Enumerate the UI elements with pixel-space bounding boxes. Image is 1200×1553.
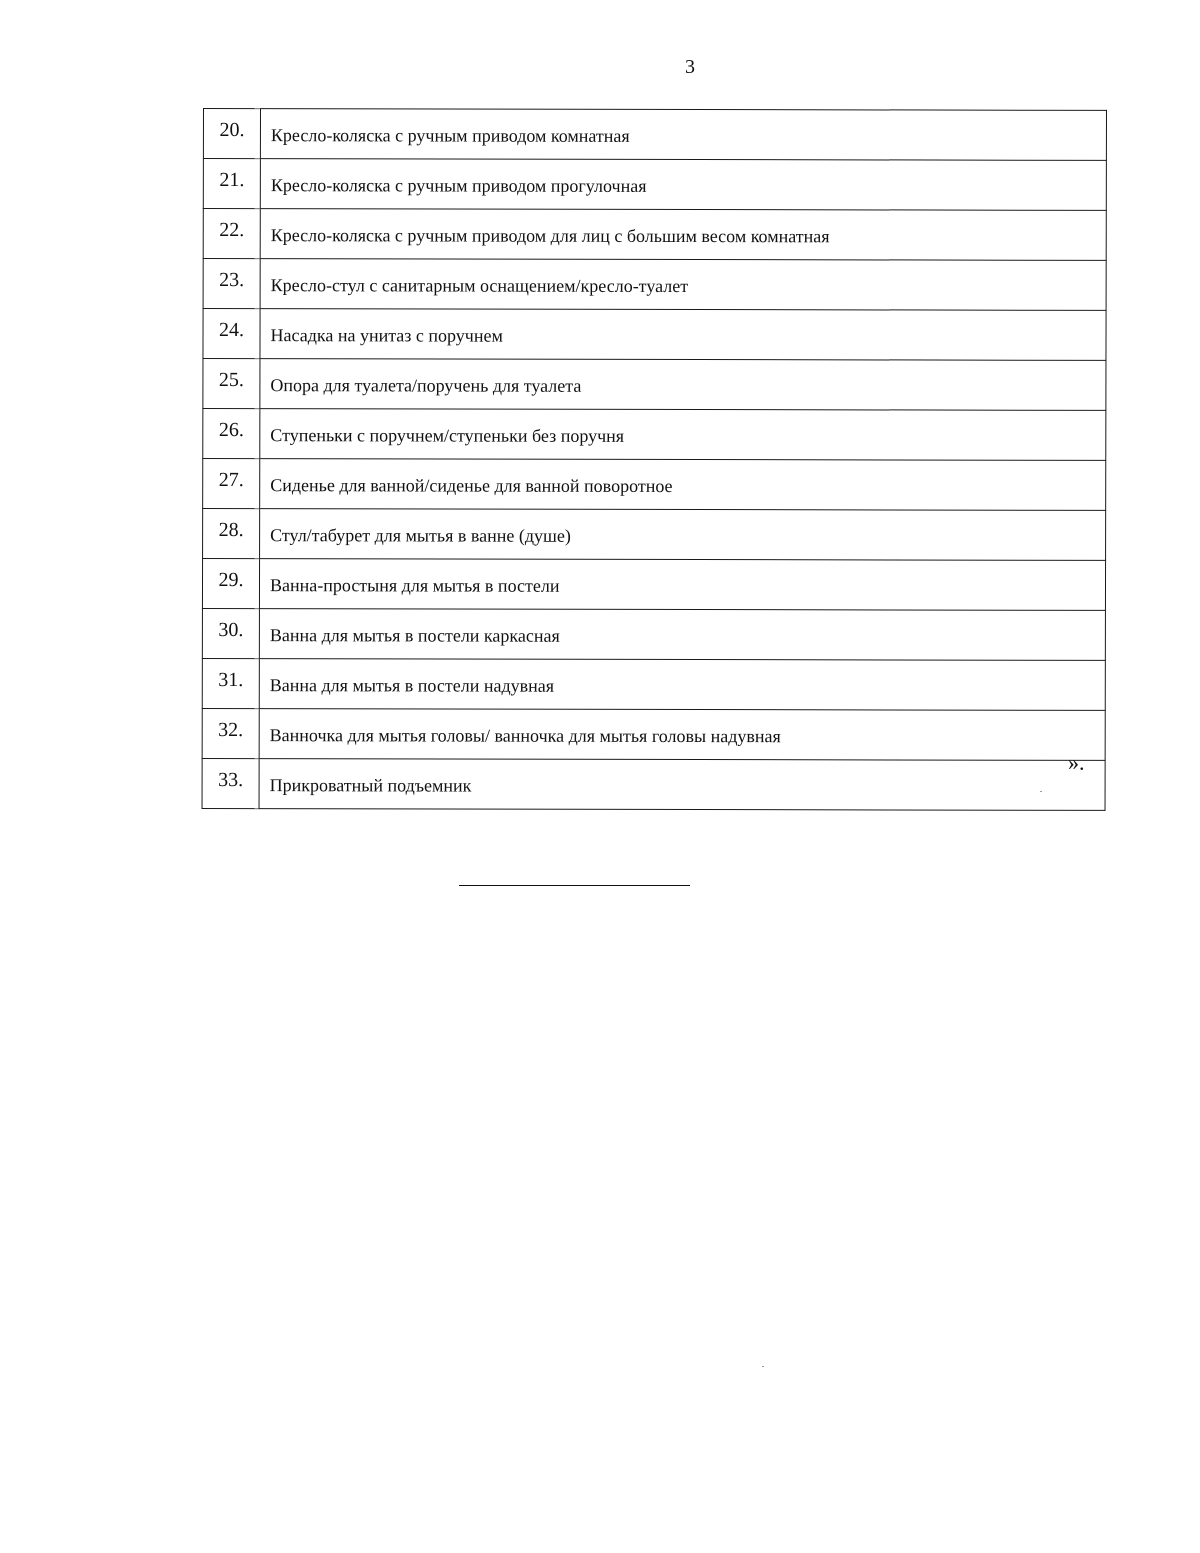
item-name: Ванна для мытья в постели каркасная (259, 609, 1105, 661)
item-name: Сиденье для ванной/сиденье для ванной поворотное (260, 459, 1106, 511)
end-rule (459, 885, 690, 886)
item-name: Опора для туалета/поручень для туалета (260, 359, 1106, 411)
scan-speck (762, 1366, 764, 1367)
item-name: Стул/табурет для мытья в ванне (душе) (260, 509, 1106, 561)
table-row (202, 758, 1105, 810)
item-number: 21. (203, 159, 260, 209)
item-number: 28. (203, 509, 260, 559)
item-number: 24. (203, 309, 260, 359)
item-number: 20. (203, 109, 260, 159)
table-row (203, 259, 1106, 311)
item-number: 26. (203, 409, 260, 459)
item-number: 31. (202, 658, 259, 708)
table-row (203, 209, 1106, 261)
item-number: 33. (202, 758, 259, 808)
table-row (203, 409, 1106, 461)
item-number: 27. (203, 459, 260, 509)
item-name: Кресло-коляска с ручным приводом для лиц с большим весом комнатная (260, 209, 1106, 261)
table-row (202, 559, 1105, 611)
table-row (203, 359, 1106, 411)
item-number: 23. (203, 259, 260, 309)
item-name: Ступеньки с поручнем/ступеньки без поручня (260, 409, 1106, 461)
item-name: Кресло-стул с санитарным оснащением/кресло-туалет (260, 259, 1106, 311)
table-row (203, 509, 1106, 561)
item-name: Ванна-простыня для мытья в постели (259, 559, 1105, 611)
closing-quote: ». (1068, 750, 1085, 775)
item-name: Кресло-коляска с ручным приводом прогулочная (260, 159, 1106, 211)
item-number: 22. (203, 209, 260, 259)
scan-speck (1040, 791, 1042, 792)
item-number: 25. (203, 359, 260, 409)
item-number: 29. (202, 559, 259, 609)
item-number: 32. (202, 708, 259, 758)
item-name: Ванночка для мытья головы/ ванночка для мытья головы надувная (259, 709, 1105, 761)
item-name: Прикроватный подъемник (259, 759, 1105, 811)
page-number: 3 (685, 56, 695, 78)
item-name: Насадка на унитаз с поручнем (260, 309, 1106, 361)
table-row (202, 708, 1105, 760)
item-name: Кресло-коляска с ручным приводом комнатная (260, 109, 1106, 161)
items-table (202, 108, 1107, 811)
table-row (203, 109, 1106, 161)
table-row (202, 608, 1105, 660)
item-name: Ванна для мытья в постели надувная (259, 659, 1105, 711)
table-row (203, 159, 1106, 211)
table-row (203, 309, 1106, 361)
table-row (202, 658, 1105, 710)
table-row (203, 459, 1106, 511)
item-number: 30. (202, 608, 259, 658)
